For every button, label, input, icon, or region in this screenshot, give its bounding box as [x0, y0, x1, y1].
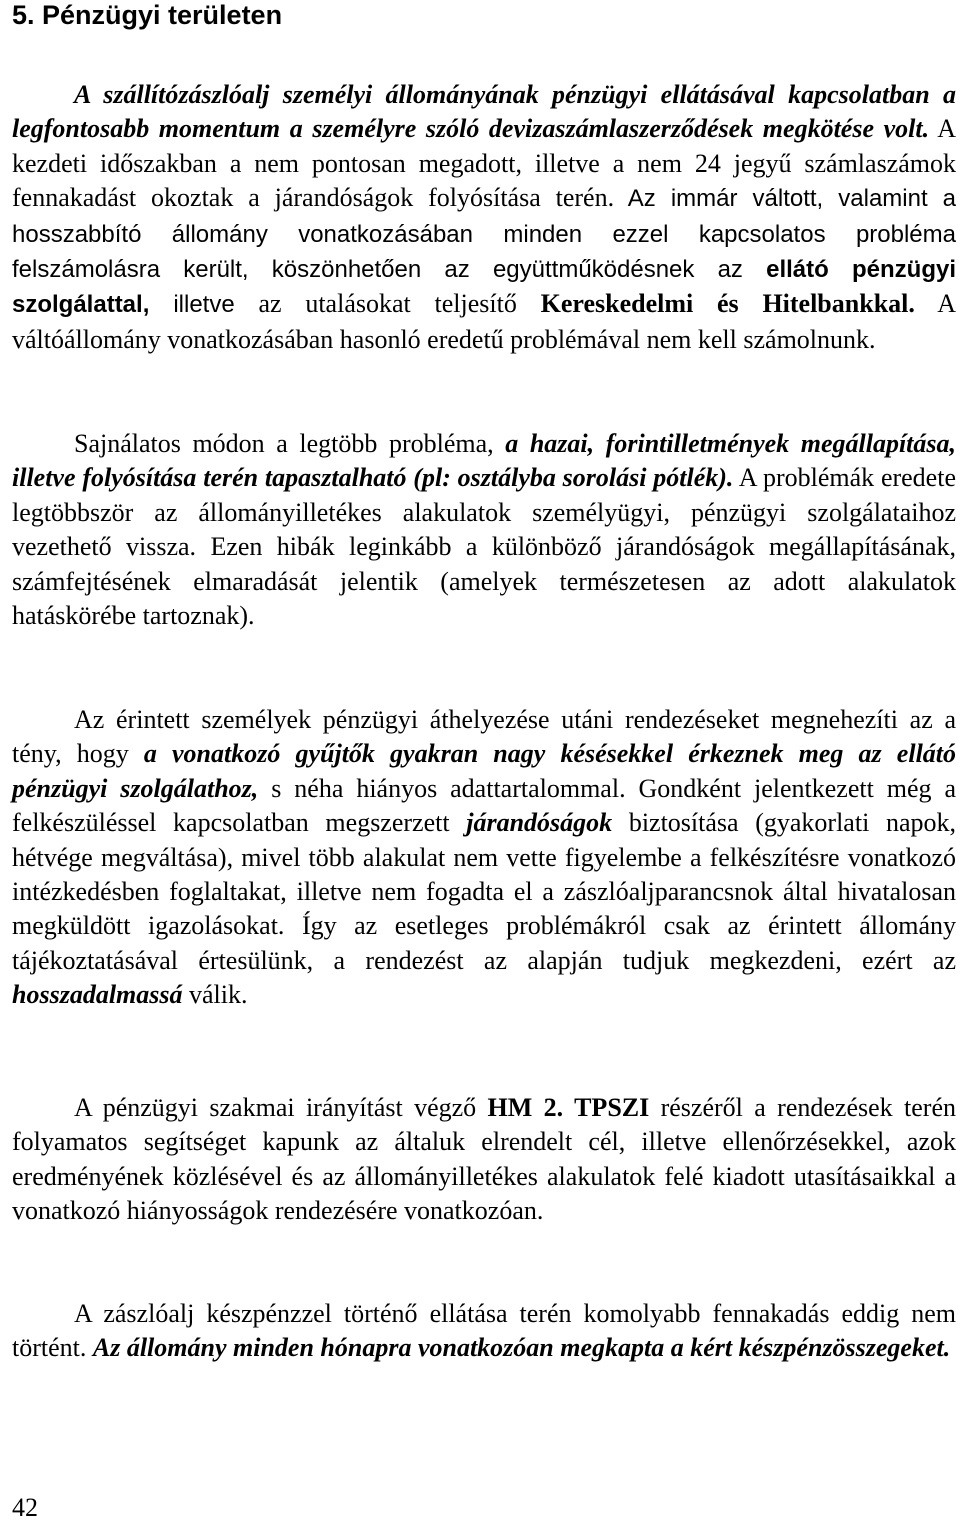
paragraph-forint-problems [12, 427, 956, 633]
body-text: az utalásokat teljesítő [234, 289, 541, 319]
body-text: Sajnálatos módon a legtöbb probléma, [74, 429, 506, 458]
body-text: A problémák eredete legtöbbször az állományilletékes alakulatok személyügyi, pénzügyi szolgálataihoz vezethető vissza. Ezen hibák leginkább a különböző járandóságok megállapításának, számfejtésének elmaradását jelentik (amelyek természetesen az adott alakulatok hatáskörébe tartoznak). [12, 463, 956, 631]
paragraph-transfer-settlements [12, 703, 956, 1013]
bold-text: HM 2. TPSZI [487, 1093, 650, 1122]
body-text: Az érintett személyek pénzügyi áthelyezése utáni rendezéseket megnehezíti az a tény, hogy [12, 705, 956, 769]
paragraph-account-contracts [12, 78, 956, 357]
body-text: A váltóállomány vonatkozásában hasonló eredetű problémával nem kell számolnunk. [12, 289, 956, 354]
emphasis-text: Az állomány minden hónapra vonatkozóan megkapta a kért készpénzösszegeket. [92, 1333, 951, 1363]
emphasis-text: a hazai, forintilletmények megállapítása, illetve folyósítása terén tapasztalható (pl: osztályba sorolási pótlék). [12, 429, 957, 493]
emphasis-text: járandóságok [466, 808, 613, 838]
body-text: A zászlóalj készpénzzel történő ellátása terén komolyabb fennakadás eddig nem történt. [12, 1299, 956, 1363]
body-text: részéről a rendezések terén folyamatos segítséget kapunk az általuk elrendelt cél, illetve ellenőrzésekkel, azok eredményének közlésével és az állományilletékes alakulatok felé kiadott utasításaikkal a vonatkozó hiányosságok rendezésére vonatkozóan. [12, 1093, 956, 1226]
section-heading: 5. Pénzügyi területen [12, 0, 283, 30]
page-number: 42 [12, 1493, 38, 1522]
bold-text: Kereskedelmi és Hitelbankkal. [540, 289, 915, 319]
body-text: A kezdeti időszakban a nem pontosan megadott, illetve a nem 24 jegyű számlaszámok fennakadást okoztak a járandóságok folyósítása terén. [12, 114, 957, 213]
emphasis-text: A szállítózászlóalj személyi állományának pénzügyi ellátásával kapcsolatban a legfontosabb momentum a személyre szóló devizaszámlaszerződések megkötése volt. [12, 80, 956, 144]
body-text-sans: illetve [149, 291, 235, 319]
body-text: biztosítása (gyakorlati napok, hétvége megváltása), mivel több alakulat nem vette figyelembe a felkészítésre vonatkozó intézkedésben foglaltakat, illetve nem fogadta el a zászlóaljparancsnok által hivatalosan megküldött igazolásokat. Így az esetleges problémákról csak az érintett állomány tájékoztatásával értesülünk, a rendezést az alapján tudjuk megkezdeni, ezért az [12, 808, 956, 975]
paragraph-professional-guidance [12, 1091, 956, 1229]
emphasis-text: hosszadalmassá [12, 980, 183, 1010]
body-text: s néha hiányos adattartalommal. Gondként jelentkezett még a felkészüléssel kapcsolatban megszerzett [12, 773, 957, 838]
body-text: A pénzügyi szakmai irányítást végző [74, 1093, 488, 1122]
body-text-sans: Az immár váltott, valamint a hosszabbító állomány vonatkozásában minden ezzel kapcsolatos probléma felszámolásra került, köszönhetően az együttműködésnek az [12, 185, 957, 284]
emphasis-text: a vonatkozó gyűjtők gyakran nagy késésekkel érkeznek meg az ellátó pénzügyi szolgálathoz, [12, 739, 957, 803]
bold-text-sans: ellátó pénzügyi szolgálattal, [12, 256, 956, 319]
body-text: válik. [182, 980, 248, 1010]
document-page [12, 0, 957, 1363]
paragraph-cash-supply [12, 1297, 956, 1366]
